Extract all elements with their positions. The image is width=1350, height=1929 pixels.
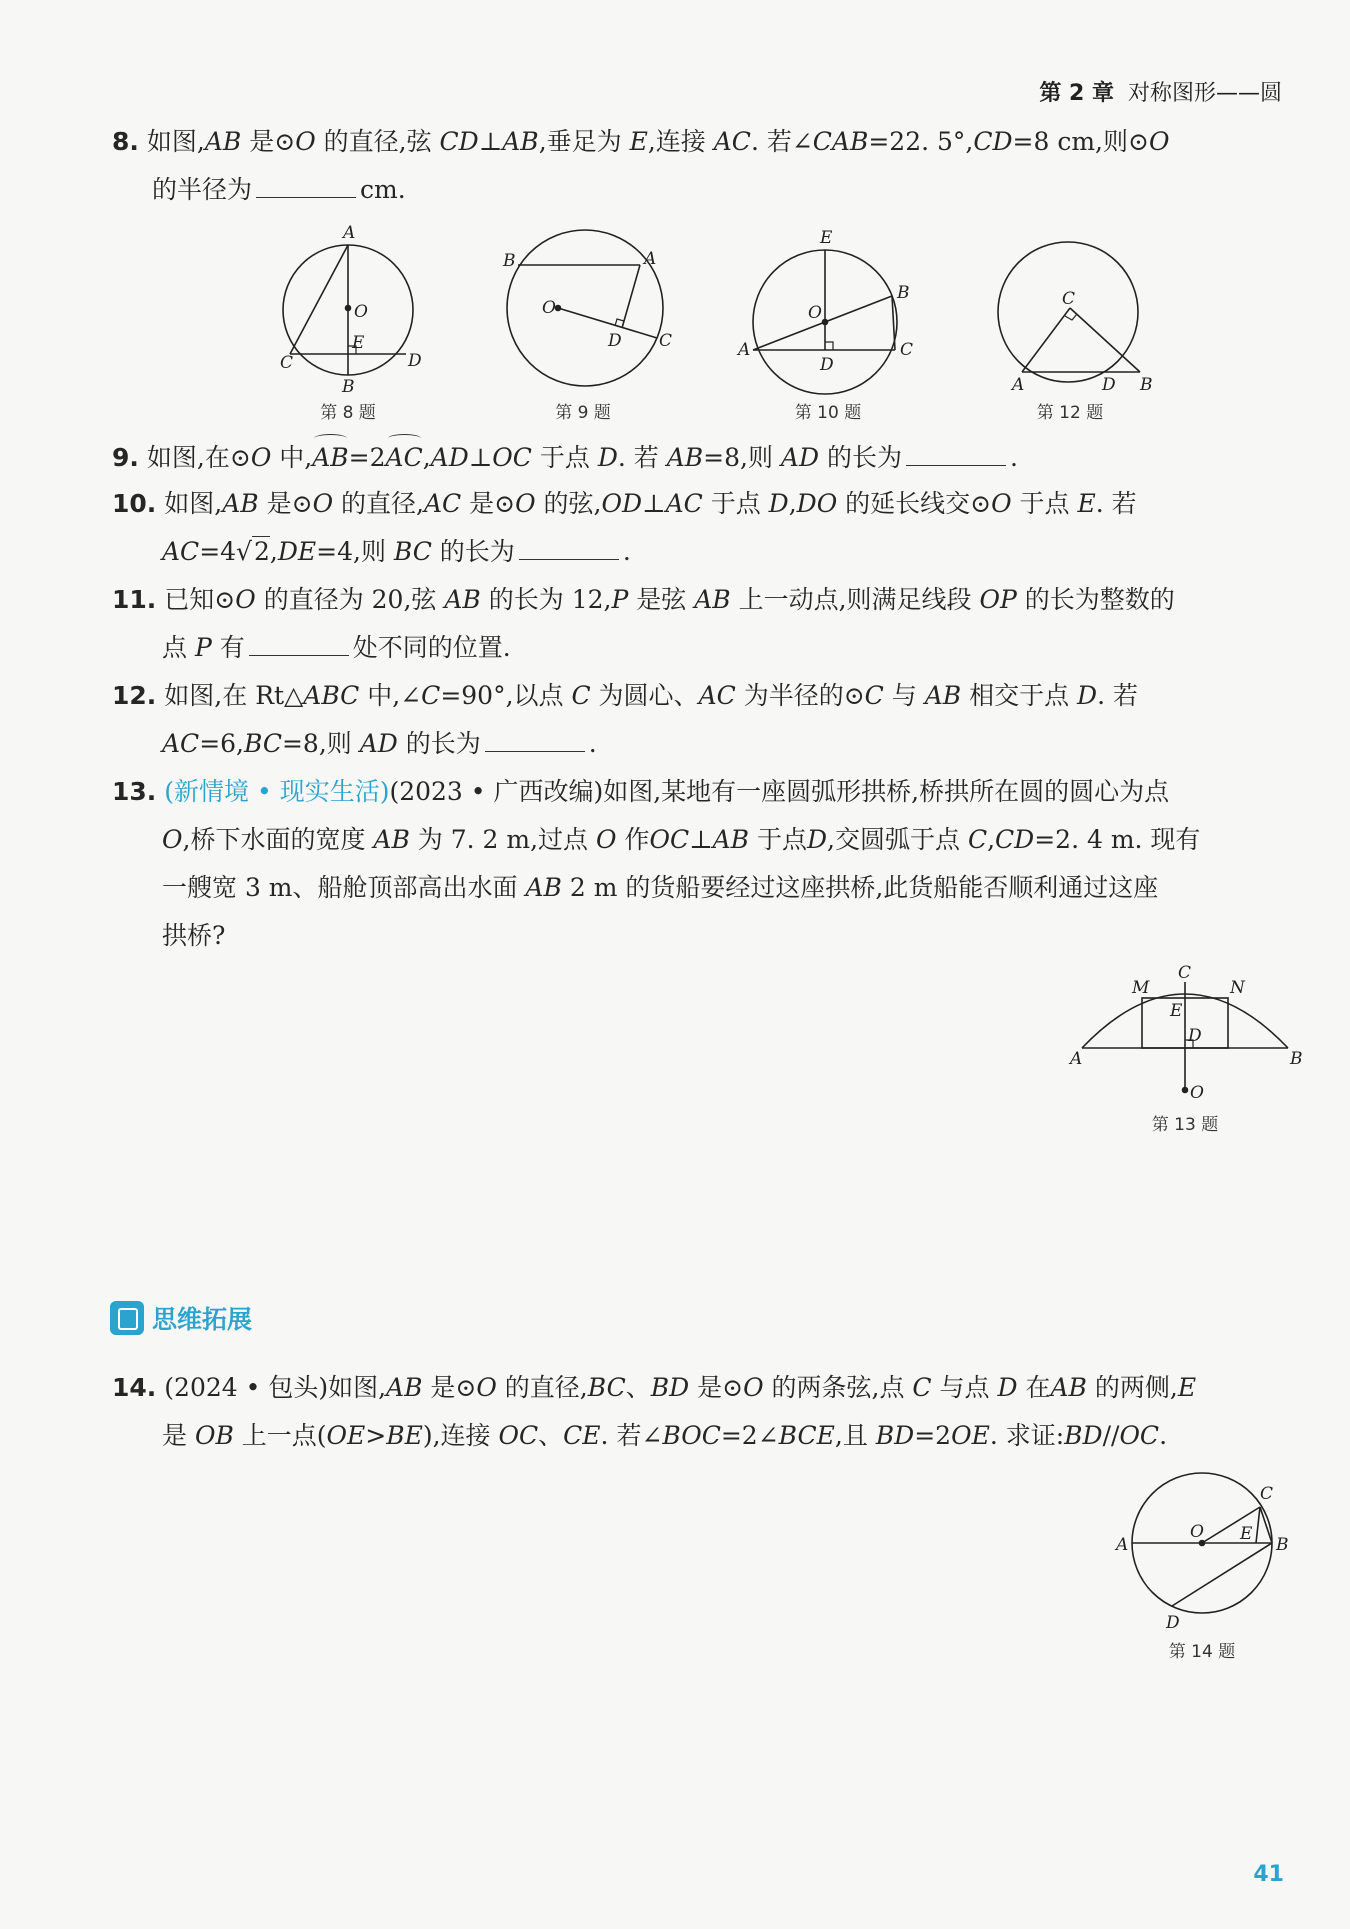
- question-10: [112, 480, 1292, 576]
- text: ABC: [303, 681, 360, 710]
- question-11: [112, 576, 1292, 672]
- label-D: D: [1166, 1613, 1180, 1633]
- text: .: [1159, 1421, 1168, 1450]
- question-number: 12.: [112, 681, 157, 710]
- label-A: A: [738, 340, 751, 360]
- text: ),连接: [422, 1421, 499, 1450]
- answer-blank[interactable]: [256, 175, 356, 198]
- text: AB: [502, 127, 539, 156]
- text: 如图,在 Rt△: [164, 681, 304, 710]
- text: 已知⊙: [164, 585, 236, 614]
- label-O: O: [808, 303, 822, 323]
- text: 上一点(: [233, 1421, 327, 1450]
- text: 是弦: [628, 585, 695, 614]
- text: =2∠: [720, 1421, 779, 1450]
- text: 作: [616, 825, 650, 854]
- text: 如图,: [164, 489, 223, 518]
- caption-figure-13: 第 13 题: [1151, 1115, 1219, 1135]
- text: OC: [649, 825, 690, 854]
- text: . 若∠: [750, 127, 813, 156]
- text: =4: [199, 537, 237, 566]
- text: O: [515, 489, 536, 518]
- text: AB: [204, 127, 242, 156]
- text: AD: [780, 443, 819, 472]
- text: O: [991, 489, 1012, 518]
- text: C: [864, 681, 884, 710]
- text: OE: [326, 1421, 366, 1450]
- text: 是⊙: [258, 489, 313, 518]
- text: O: [235, 585, 256, 614]
- text: DO: [796, 489, 838, 518]
- question-number: 13.: [112, 777, 157, 806]
- text: OD: [601, 489, 643, 518]
- text: ,交圆弧于点: [827, 825, 968, 854]
- text: . 若: [1097, 681, 1138, 710]
- figure-8: [283, 245, 413, 375]
- text: 的长为整数的: [1016, 585, 1175, 614]
- text: BC: [393, 537, 432, 566]
- context-tag: (新情境 • 现实生活): [164, 777, 390, 806]
- text: 一艘宽 3 m、船舱顶部高出水面: [162, 873, 526, 902]
- text: AD: [430, 443, 469, 472]
- question-line: [112, 912, 1292, 960]
- text: .: [622, 537, 631, 566]
- text: 上一动点,则满足线段: [730, 585, 980, 614]
- text: .: [588, 729, 597, 758]
- text: ,: [422, 443, 431, 472]
- question-12: [112, 672, 1292, 768]
- text: CD: [995, 825, 1035, 854]
- text: 、: [538, 1421, 564, 1450]
- section-icon: [110, 1301, 144, 1335]
- text: 的半径为: [152, 175, 253, 204]
- chapter-number: 第 2 章: [1039, 81, 1114, 106]
- text: .: [1009, 443, 1018, 472]
- text: AC: [665, 489, 703, 518]
- text: 的长为: [397, 729, 481, 758]
- text: 于点: [749, 825, 807, 854]
- label-C: C: [900, 340, 914, 360]
- text: CD: [973, 127, 1013, 156]
- text: BD: [1064, 1421, 1103, 1450]
- label-C: C: [659, 331, 673, 351]
- caption-figure-9: 第 9 题: [555, 403, 611, 423]
- text: 是⊙: [461, 489, 516, 518]
- text: AB: [666, 443, 704, 472]
- text: 2 m 的货船要经过这座拱桥,此货船能否顺利通过这座: [561, 873, 1159, 902]
- text: BC: [244, 729, 282, 758]
- question-number: 8.: [112, 127, 139, 156]
- text: . 若: [617, 443, 667, 472]
- text: AB: [712, 825, 750, 854]
- text: =2: [914, 1421, 952, 1450]
- section-title: 思维拓展: [152, 1305, 253, 1334]
- text: >: [365, 1421, 387, 1450]
- text: C: [967, 825, 988, 854]
- text: D: [997, 1373, 1018, 1402]
- text: AB: [924, 681, 962, 710]
- label-D: D: [1102, 375, 1116, 395]
- question-line: [112, 816, 1292, 864]
- text: AC: [162, 537, 200, 566]
- text: 处不同的位置.: [352, 633, 511, 662]
- text: AB: [694, 585, 731, 614]
- label-B: B: [1290, 1049, 1303, 1069]
- text: 于点: [1011, 489, 1078, 518]
- text: 是: [162, 1421, 195, 1450]
- text: =8,则: [703, 443, 781, 472]
- text: . 若∠: [600, 1421, 663, 1450]
- text: 是⊙: [241, 127, 296, 156]
- text: AC: [713, 127, 751, 156]
- text: 的两侧,: [1086, 1373, 1178, 1402]
- label-N: N: [1230, 978, 1245, 998]
- text: 拱桥?: [162, 921, 226, 950]
- label-A: A: [644, 249, 657, 269]
- text: O: [1148, 127, 1170, 156]
- text: =8 cm,则⊙: [1012, 127, 1149, 156]
- caption-figure-12: 第 12 题: [1036, 403, 1104, 423]
- text: 于点: [702, 489, 769, 518]
- label-D: D: [820, 355, 834, 375]
- text: ,桥下水面的宽度: [182, 825, 374, 854]
- label-D: D: [1188, 1026, 1202, 1046]
- sqrt-value: 2: [253, 537, 270, 566]
- text: =22. 5°,: [868, 127, 974, 156]
- text: ⊥: [642, 489, 666, 518]
- text: ,: [987, 825, 996, 854]
- text: OC: [492, 443, 532, 472]
- figures-row-1: [260, 220, 1160, 420]
- text: O: [312, 489, 334, 518]
- text: E: [629, 127, 648, 156]
- text: AB: [1050, 1373, 1087, 1402]
- text: D: [806, 825, 828, 854]
- label-D: D: [608, 331, 622, 351]
- text: OB: [194, 1421, 234, 1450]
- text: AB: [373, 825, 410, 854]
- text: 的长为: [431, 537, 515, 566]
- arc-label: AB: [312, 434, 348, 482]
- text: =2: [348, 443, 386, 472]
- text: CD: [439, 127, 479, 156]
- text: 的直径,: [496, 1373, 588, 1402]
- label-O: O: [1190, 1083, 1204, 1103]
- question-line: [112, 864, 1292, 912]
- text: 与点: [931, 1373, 998, 1402]
- text: P: [194, 633, 212, 662]
- text: (2024 • 包头)如图,: [164, 1373, 387, 1402]
- caption-figure-8: 第 8 题: [320, 403, 376, 423]
- text: 是⊙: [689, 1373, 744, 1402]
- text: O: [743, 1373, 764, 1402]
- label-O: O: [542, 298, 556, 318]
- figure-14: [1110, 1455, 1300, 1635]
- text: ⊥: [478, 127, 503, 156]
- text: O: [476, 1373, 497, 1402]
- text: 的直径为 20,弦: [255, 585, 445, 614]
- text: 为圆心、: [590, 681, 699, 710]
- label-A: A: [1116, 1535, 1129, 1555]
- label-B: B: [1140, 375, 1153, 395]
- text: OE: [951, 1421, 990, 1450]
- text: BD: [650, 1373, 690, 1402]
- page-number: 41: [1253, 1862, 1284, 1887]
- text: =8,则: [281, 729, 360, 758]
- text: AB: [222, 489, 259, 518]
- text: AB: [386, 1373, 423, 1402]
- label-A: A: [343, 223, 356, 243]
- text: 为 7. 2 m,过点: [409, 825, 596, 854]
- label-A: A: [1012, 375, 1025, 395]
- text: BE: [386, 1421, 423, 1450]
- text: AB: [525, 873, 562, 902]
- label-B: B: [503, 251, 516, 271]
- text: ,: [269, 537, 278, 566]
- text: 的直径,弦: [315, 127, 440, 156]
- text: C: [571, 681, 591, 710]
- text: AC: [698, 681, 736, 710]
- label-E: E: [1240, 1524, 1253, 1544]
- label-O: O: [354, 302, 368, 322]
- text: //: [1102, 1421, 1120, 1450]
- label-B: B: [342, 377, 355, 397]
- text: 相交于点: [961, 681, 1078, 710]
- text: BD: [875, 1421, 915, 1450]
- label-C: C: [280, 353, 294, 373]
- label-E: E: [820, 228, 833, 248]
- text: 与: [883, 681, 925, 710]
- text: ,且: [834, 1421, 876, 1450]
- question-line: [112, 624, 1292, 672]
- caption-figure-10: 第 10 题: [794, 403, 862, 423]
- text: 的长为: [819, 443, 902, 472]
- text: =90°,以点: [440, 681, 572, 710]
- text: 的弦,: [535, 489, 602, 518]
- text: ,: [788, 489, 797, 518]
- text: =2. 4 m. 现有: [1034, 825, 1201, 854]
- label-D: D: [408, 351, 422, 371]
- answer-blank[interactable]: [249, 633, 349, 656]
- question-number: 9.: [112, 443, 139, 472]
- caption-figure-14: 第 14 题: [1168, 1642, 1236, 1662]
- text: BCE: [778, 1421, 835, 1450]
- figure-13: [1060, 960, 1303, 1110]
- question-13: [112, 768, 1292, 960]
- text: D: [1077, 681, 1098, 710]
- text: 如图,在⊙: [146, 443, 251, 472]
- text: 是⊙: [422, 1373, 477, 1402]
- text: C: [912, 1373, 932, 1402]
- label-B: B: [1276, 1535, 1289, 1555]
- text: O: [250, 443, 272, 472]
- answer-blank[interactable]: [906, 443, 1006, 466]
- text: O: [295, 127, 316, 156]
- question-14: [112, 1364, 1292, 1460]
- text: 为半径的⊙: [735, 681, 865, 710]
- text: 如图,: [146, 127, 205, 156]
- label-C: C: [1062, 289, 1076, 309]
- question-line: [112, 720, 1292, 768]
- text: 有: [211, 633, 245, 662]
- chapter-header: [1039, 76, 1282, 107]
- text: E: [1177, 1373, 1197, 1402]
- text: OP: [979, 585, 1017, 614]
- text: E: [1077, 489, 1096, 518]
- text: D: [597, 443, 618, 472]
- text: OC: [1119, 1421, 1160, 1450]
- text: AC: [424, 489, 462, 518]
- text: 于点: [531, 443, 598, 472]
- question-number: 14.: [112, 1373, 157, 1402]
- text: 的长为 12,: [480, 585, 612, 614]
- text: DE: [277, 537, 317, 566]
- text: ⊥: [689, 825, 713, 854]
- question-8: [112, 118, 1292, 214]
- text: CE: [563, 1421, 601, 1450]
- text: AB: [444, 585, 481, 614]
- arc-label: AC: [386, 434, 423, 482]
- text: O: [596, 825, 617, 854]
- text: . 求证:: [989, 1421, 1065, 1450]
- text: 的延长线交⊙: [837, 489, 992, 518]
- label-E: E: [1170, 1001, 1183, 1021]
- label-O: O: [1190, 1522, 1204, 1542]
- question-9: [112, 434, 1292, 482]
- text: 在: [1017, 1373, 1051, 1402]
- question-number: 10.: [112, 489, 157, 518]
- text: 的直径,: [333, 489, 424, 518]
- chapter-title: 对称图形——圆: [1127, 81, 1282, 106]
- text: . 若: [1095, 489, 1137, 518]
- text: ,垂足为: [538, 127, 630, 156]
- text: cm.: [360, 175, 406, 204]
- text: C: [421, 681, 441, 710]
- text: 、: [625, 1373, 651, 1402]
- label-C: C: [1178, 963, 1192, 983]
- section-header: [110, 1300, 252, 1336]
- answer-blank[interactable]: [485, 729, 585, 752]
- text: O: [162, 825, 183, 854]
- text: AD: [359, 729, 398, 758]
- text: BC: [587, 1373, 626, 1402]
- text: ,连接: [647, 127, 714, 156]
- label-B: B: [897, 283, 910, 303]
- text: 中,∠: [359, 681, 422, 710]
- text: =4,则: [316, 537, 394, 566]
- question-line: [112, 166, 1292, 214]
- label-A: A: [1070, 1049, 1083, 1069]
- text: ⊥: [468, 443, 493, 472]
- label-C: C: [1260, 1484, 1274, 1504]
- text: 的两条弦,点: [763, 1373, 913, 1402]
- text: P: [611, 585, 629, 614]
- text: AC: [162, 729, 200, 758]
- label-E: E: [352, 333, 365, 353]
- question-line: AC=4√2,DE=4,则 BC 的长为 .: [162, 537, 631, 566]
- text: CAB: [812, 127, 869, 156]
- text: =6,: [199, 729, 244, 758]
- label-M: M: [1132, 978, 1150, 998]
- text: 点: [162, 633, 195, 662]
- figure-12: [998, 242, 1140, 382]
- text: BOC: [662, 1421, 721, 1450]
- text: OC: [498, 1421, 539, 1450]
- text: D: [768, 489, 789, 518]
- question-line: [112, 1412, 1292, 1460]
- answer-blank[interactable]: [519, 537, 619, 560]
- text: (2023 • 广西改编)如图,某地有一座圆弧形拱桥,桥拱所在圆的圆心为点: [389, 777, 1170, 806]
- question-number: 11.: [112, 585, 157, 614]
- text: 中,: [271, 443, 313, 472]
- figure-9: [507, 230, 663, 386]
